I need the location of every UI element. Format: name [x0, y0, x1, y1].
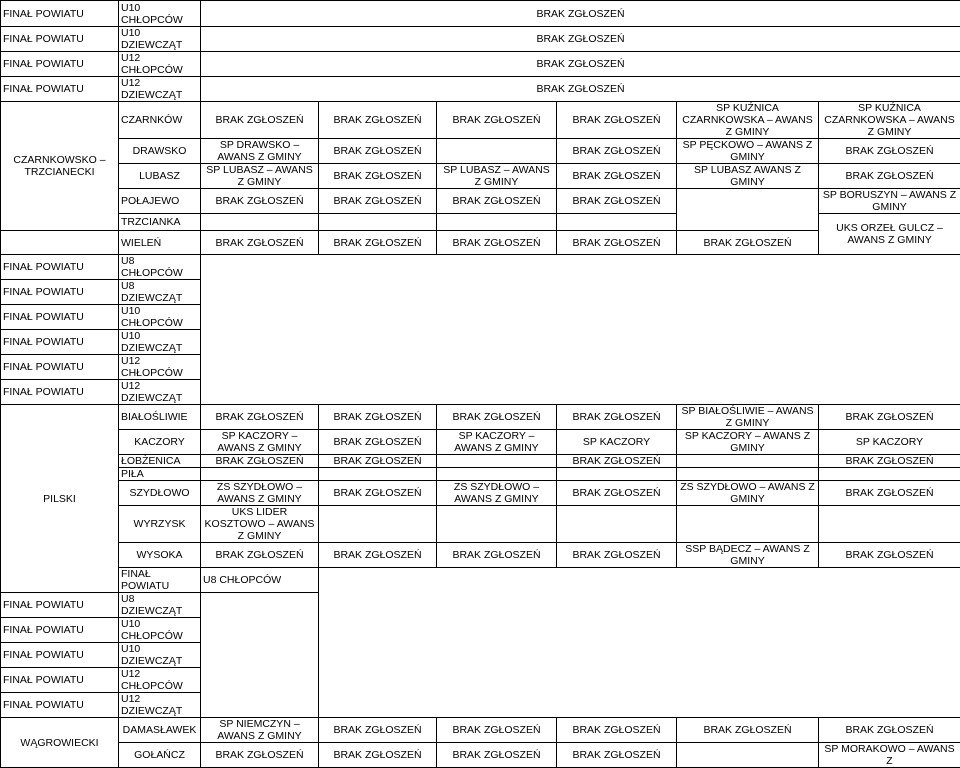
gmina-cell: DAMASŁAWEK: [119, 718, 201, 743]
school-cell: ZS SZYDŁOWO – AWANS Z GMINY: [677, 481, 819, 506]
final-cell: FINAŁ POWIATU: [1, 305, 119, 330]
empty-cell: [319, 468, 437, 481]
empty-cell: [319, 214, 437, 231]
empty-cell: [1, 231, 119, 255]
brak-cell: BRAK ZGŁOSZEŃ: [437, 189, 557, 214]
category-cell: U8 CHŁOPCÓW: [119, 255, 201, 280]
gmina-cell: CZARNKÓW: [119, 102, 201, 139]
final-cell: FINAŁ POWIATU: [1, 280, 119, 305]
brak-cell: BRAK ZGŁOSZEŃ: [557, 139, 677, 164]
brak-cell: BRAK ZGŁOSZEŃ: [819, 543, 960, 568]
brak-cell: BRAK ZGŁOSZEŃ: [319, 543, 437, 568]
empty-cell: [437, 506, 557, 543]
brak-cell: BRAK ZGŁOSZEŃ: [201, 405, 319, 430]
brak-cell: BRAK ZGŁOSZEŃ: [819, 481, 960, 506]
brak-cell: BRAK ZGŁOSZEŃ: [557, 543, 677, 568]
category-cell: U12 DZIEWCZĄT: [119, 380, 201, 405]
school-cell: UKS ORZEŁ GULCZ – AWANS Z GMINY: [819, 214, 960, 255]
brak-cell: BRAK ZGŁOSZEŃ: [677, 231, 819, 255]
brak-cell: BRAK ZGŁOSZEŃ: [201, 189, 319, 214]
brak-cell: BRAK ZGŁOSZEŃ: [437, 543, 557, 568]
school-cell: ZS SZYDŁOWO – AWANS Z GMINY: [201, 481, 319, 506]
empty-cell: [437, 139, 557, 164]
final-cell: FINAŁ POWIATU: [1, 52, 119, 77]
empty-cell: [319, 506, 437, 543]
final-cell: FINAŁ POWIATU: [1, 643, 119, 668]
final-cell: FINAŁ POWIATU: [119, 568, 201, 593]
empty-block: [201, 255, 960, 405]
empty-cell: [557, 214, 677, 231]
brak-cell: BRAK ZGŁOSZEŃ: [319, 164, 437, 189]
final-cell: FINAŁ POWIATU: [1, 380, 119, 405]
brak-cell: BRAK ZGŁOSZEŃ: [437, 405, 557, 430]
category-cell: U10 DZIEWCZĄT: [119, 643, 201, 668]
brak-cell: BRAK ZGŁOSZEŃ: [319, 718, 437, 743]
brak-cell: BRAK ZGŁOSZEŃ: [557, 455, 677, 468]
brak-cell: BRAK ZGŁOSZEŃ: [319, 481, 437, 506]
brak-cell: BRAK ZGŁOSZEŃ: [557, 231, 677, 255]
brak-cell: BRAK ZGŁOSZEŃ: [557, 405, 677, 430]
gmina-cell: PIŁA: [119, 468, 201, 481]
school-cell: SP DRAWSKO – AWANS Z GMINY: [201, 139, 319, 164]
category-cell: U12 CHŁOPCÓW: [119, 355, 201, 380]
school-cell: SP MORAKOWO – AWANS Z: [819, 743, 960, 768]
final-cell: FINAŁ POWIATU: [1, 668, 119, 693]
brak-cell: BRAK ZGŁOSZEŃ: [201, 1, 960, 27]
school-cell: SP KACZORY: [819, 430, 960, 455]
brak-cell: BRAK ZGŁOSZEŃ: [319, 102, 437, 139]
empty-cell: [677, 506, 819, 543]
final-cell: FINAŁ POWIATU: [1, 77, 119, 102]
empty-cell: [677, 743, 819, 768]
empty-cell: [201, 214, 319, 231]
gmina-cell: SZYDŁOWO: [119, 481, 201, 506]
school-cell: SP KUŹNICA CZARNKOWSKA – AWANS Z GMINY: [677, 102, 819, 139]
category-cell: U8 DZIEWCZĄT: [119, 280, 201, 305]
brak-cell: BRAK ZGŁOSZEŃ: [437, 743, 557, 768]
school-cell: UKS LIDER KOSZTOWO – AWANS Z GMINY: [201, 506, 319, 543]
category-cell: U10 CHŁOPCÓW: [119, 618, 201, 643]
brak-cell: BRAK ZGŁOSZEŃ: [201, 27, 960, 52]
brak-cell: BRAK ZGŁOSZEŃ: [319, 189, 437, 214]
gmina-cell: ŁOBŻENICA: [119, 455, 201, 468]
brak-cell: BRAK ZGŁOSZEŃ: [819, 718, 960, 743]
gmina-cell: GOŁAŃCZ: [119, 743, 201, 768]
empty-cell: [557, 468, 677, 481]
brak-cell: BRAK ZGŁOSZEŃ: [819, 164, 960, 189]
brak-cell: BRAK ZGŁOSZEŃ: [319, 743, 437, 768]
category-cell: U8 DZIEWCZĄT: [119, 593, 201, 618]
school-cell: SP KACZORY: [557, 430, 677, 455]
empty-cell: [677, 189, 819, 231]
school-cell: SSP BĄDECZ – AWANS Z GMINY: [677, 543, 819, 568]
gmina-cell: KACZORY: [119, 430, 201, 455]
empty-cell: [201, 468, 319, 481]
empty-cell: [557, 506, 677, 543]
brak-cell: BRAK ZGŁOSZEŃ: [819, 455, 960, 468]
final-cell: FINAŁ POWIATU: [1, 355, 119, 380]
gmina-cell: LUBASZ: [119, 164, 201, 189]
school-cell: SP LUBASZ AWANS Z GMINY: [677, 164, 819, 189]
brak-cell: BRAK ZGŁOSZEŃ: [201, 52, 960, 77]
category-cell: U10 DZIEWCZĄT: [119, 27, 201, 52]
school-cell: SP KACZORY – AWANS Z GMINY: [201, 430, 319, 455]
brak-cell: BRAK ZGŁOSZEŃ: [437, 231, 557, 255]
gmina-cell: WYSOKA: [119, 543, 201, 568]
category-cell: U12 CHŁOPCÓW: [119, 668, 201, 693]
category-cell: U12 CHŁOPCÓW: [119, 52, 201, 77]
brak-cell: BRAK ZGŁOSZEŃ: [557, 743, 677, 768]
brak-cell: BRAK ZGŁOSZEŃ: [319, 430, 437, 455]
final-cell: FINAŁ POWIATU: [1, 593, 119, 618]
brak-cell: BRAK ZGŁOSZEŃ: [201, 77, 960, 102]
school-cell: SP LUBASZ – AWANS Z GMINY: [201, 164, 319, 189]
brak-cell: BRAK ZGŁOSZEŃ: [677, 718, 819, 743]
gmina-cell: BIAŁOŚLIWIE: [119, 405, 201, 430]
brak-cell: BRAK ZGŁOSZEŃ: [557, 189, 677, 214]
empty-block: [319, 568, 960, 718]
brak-cell: BRAK ZGŁOSZEŃ: [557, 164, 677, 189]
school-cell: ZS SZYDŁOWO – AWANS Z GMINY: [437, 481, 557, 506]
empty-cell: [819, 468, 960, 481]
final-cell: FINAŁ POWIATU: [1, 255, 119, 280]
brak-cell: BRAK ZGŁOSZEŃ: [437, 102, 557, 139]
brak-cell: BRAK ZGŁOSZEŃ: [319, 405, 437, 430]
brak-cell: BRAK ZGŁOSZEŃ: [557, 102, 677, 139]
school-cell: SP NIEMCZYN – AWANS Z GMINY: [201, 718, 319, 743]
empty-cell: [677, 468, 819, 481]
brak-cell: BRAK ZGŁOSZEŃ: [319, 139, 437, 164]
school-cell: SP KACZORY – AWANS Z GMINY: [437, 430, 557, 455]
category-cell: U12 DZIEWCZĄT: [119, 693, 201, 718]
gmina-cell: WYRZYSK: [119, 506, 201, 543]
brak-cell: BRAK ZGŁOSZEŃ: [201, 455, 319, 468]
brak-cell: BRAK ZGŁOSZEŃ: [557, 718, 677, 743]
final-cell: FINAŁ POWIATU: [1, 330, 119, 355]
district-cell: CZARNKOWSKO – TRZCIANECKI: [1, 102, 119, 231]
final-cell: FINAŁ POWIATU: [1, 27, 119, 52]
empty-cell: [437, 468, 557, 481]
district-cell: WĄGROWIECKI: [1, 718, 119, 768]
school-cell: SP LUBASZ – AWANS Z GMINY: [437, 164, 557, 189]
school-cell: SP KACZORY – AWANS Z GMINY: [677, 430, 819, 455]
category-cell: U8 CHŁOPCÓW: [201, 568, 319, 593]
final-cell: FINAŁ POWIATU: [1, 693, 119, 718]
school-cell: SP BIAŁOŚLIWIE – AWANS Z GMINY: [677, 405, 819, 430]
gmina-cell: TRZCIANKA: [119, 214, 201, 231]
category-cell: U10 CHŁOPCÓW: [119, 305, 201, 330]
category-cell: U12 DZIEWCZĄT: [119, 77, 201, 102]
brak-cell: BRAK ZGŁOSZEŃ: [201, 743, 319, 768]
final-cell: FINAŁ POWIATU: [1, 618, 119, 643]
gmina-cell: POŁAJEWO: [119, 189, 201, 214]
school-cell: SP BORUSZYN – AWANS Z GMINY: [819, 189, 960, 214]
empty-cell: [677, 455, 819, 468]
brak-cell: BRAK ZGŁOSZEŃ: [201, 543, 319, 568]
school-cell: SP PĘCKOWO – AWANS Z GMINY: [677, 139, 819, 164]
gmina-cell: DRAWSKO: [119, 139, 201, 164]
brak-cell: BRAK ZGŁOSZEŃ: [437, 718, 557, 743]
brak-cell: BRAK ZGŁOSZEŃ: [819, 405, 960, 430]
brak-cell: BRAK ZGŁOSZEŃ: [201, 102, 319, 139]
district-cell: PILSKI: [1, 405, 119, 593]
gmina-cell: WIELEŃ: [119, 231, 201, 255]
empty-cell: [819, 506, 960, 543]
empty-cell: [437, 455, 557, 468]
brak-cell: BRAK ZGŁOSZEŃ: [319, 231, 437, 255]
brak-cell: BRAK ZGŁOSZEŃ: [319, 455, 437, 468]
school-cell: SP KUŹNICA CZARNKOWSKA – AWANS Z GMINY: [819, 102, 960, 139]
category-cell: U10 DZIEWCZĄT: [119, 330, 201, 355]
empty-cell: [437, 214, 557, 231]
brak-cell: BRAK ZGŁOSZEŃ: [201, 231, 319, 255]
brak-cell: BRAK ZGŁOSZEŃ: [819, 139, 960, 164]
category-cell: U10 CHŁOPCÓW: [119, 1, 201, 27]
brak-cell: BRAK ZGŁOSZEŃ: [557, 481, 677, 506]
final-cell: FINAŁ POWIATU: [1, 1, 119, 27]
